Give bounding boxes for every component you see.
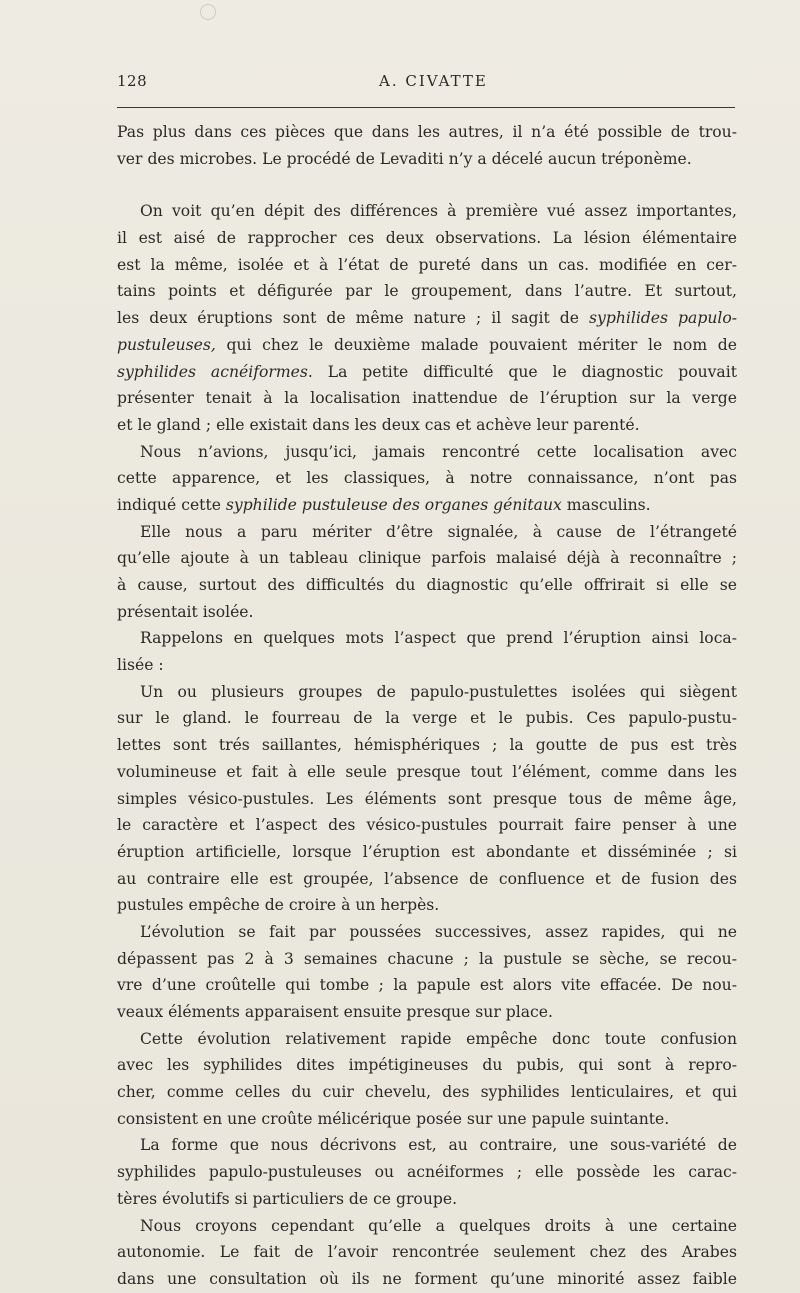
text-line: présenter tenait à la localisation inattendue de l’éruption sur la verge: [117, 389, 737, 408]
text-line: qu’elle ajoute à un tableau clinique parfois malaisé déjà à reconnaître ;: [117, 549, 737, 568]
text-line: il est aisé de rapprocher ces deux observations. La lésion élémentaire: [117, 229, 737, 248]
text-line: cher, comme celles du cuir chevelu, des syphilides lenticulaires, et qui: [117, 1083, 737, 1102]
text-span: indiqué cette: [117, 495, 226, 514]
text-line: Nous croyons cependant qu’elle a quelques droits à une certaine: [140, 1216, 737, 1235]
text-line: L’évolution se fait par poussées successives, assez rapides, qui ne: [140, 922, 737, 941]
text-line: [117, 359, 737, 386]
text-line: et le gland ; elle existait dans les deux cas et achève leur parenté.: [117, 415, 640, 434]
running-head: A. CIVATTE: [379, 72, 488, 90]
text-line: consistent en une croûte mélicérique posée sur une papule suintante.: [117, 1109, 670, 1128]
paragraph: [117, 1132, 737, 1212]
text-line: vre d’une croûtelle qui tombe ; la papule est alors vite effacée. De nou-: [117, 976, 737, 995]
italic-term: syphilide pustuleuse des organes génitaux: [225, 495, 562, 514]
text-line: éruption artificielle, lorsque l’éruption est abondante et disséminée ; si: [117, 842, 737, 861]
text-line: On voit qu’en dépit des différences à première vué assez importantes,: [140, 202, 737, 221]
text-line: [117, 332, 737, 359]
text-line: à cause, surtout des difficultés du diagnostic qu’elle offrirait si elle se: [117, 576, 737, 594]
text-line: avec les syphilides dites impétigineuses du pubis, qui sont à repro-: [117, 1056, 737, 1075]
paragraph: [117, 625, 737, 678]
text-line: tains points et défigurée par le groupement, dans l’autre. Et surtout,: [117, 282, 737, 301]
text-line: [117, 492, 737, 519]
text-line: Pas plus dans ces pièces que dans les autres, il n’a été possible de trou-: [117, 123, 737, 141]
text-line: au contraire elle est groupée, l’absence de confluence et de fusion des: [117, 869, 737, 888]
text-line: pustules empêche de croire à un herpès.: [117, 896, 440, 915]
paragraph: [117, 519, 737, 626]
page-number: 128: [117, 72, 148, 90]
text-line: syphilides papulo-pustuleuses ou acnéiformes ; elle possède les carac-: [117, 1163, 737, 1182]
paragraph-gap: [117, 172, 737, 198]
text-line: La forme que nous décrivons est, au contraire, une sous-variété de: [140, 1136, 737, 1155]
text-line: Rappelons en quelques mots l’aspect que prend l’éruption ainsi loca-: [140, 629, 737, 648]
text-line: simples vésico-pustules. Les éléments sont presque tous de même âge,: [117, 789, 737, 808]
body-text: [117, 119, 737, 1293]
paragraph: [117, 919, 737, 1026]
page-header: [117, 72, 735, 102]
text-span: qui chez le deuxième malade pouvaient mériter le nom de: [215, 335, 737, 354]
paragraph: [117, 1026, 737, 1133]
text-line: cette apparence, et les classiques, à notre connaissance, n’ont pas: [117, 469, 737, 488]
text-line: sur le gland. le fourreau de la verge et le pubis. Ces papulo-pustu-: [117, 709, 737, 728]
italic-term: pustuleuses,: [117, 335, 216, 354]
text-line: dans une consultation où ils ne forment qu’une minorité assez faible: [117, 1269, 737, 1288]
text-line: Cette évolution relativement rapide empêche donc toute confusion: [140, 1029, 737, 1048]
text-line: Elle nous a paru mériter d’être signalée, à cause de l’étrangeté: [140, 522, 737, 541]
text-line: est la même, isolée et à l’état de pureté dans un cas. modifiée en cer-: [117, 255, 737, 274]
italic-term: syphilides acnéiformes: [117, 362, 308, 381]
text-line: Un ou plusieurs groupes de papulo-pustulettes isolées qui siègent: [140, 682, 737, 701]
text-line: lettes sont trés saillantes, hémisphériques ; la goutte de pus est très: [117, 736, 737, 755]
text-line: présentait isolée.: [117, 602, 254, 621]
text-line: [117, 305, 737, 332]
text-line: tères évolutifs si particuliers de ce groupe.: [117, 1189, 458, 1208]
text-span: . La petite difficulté que le diagnostic pouvait: [307, 362, 737, 381]
paragraph: [117, 198, 737, 438]
header-rule: [117, 107, 735, 108]
paragraph: [117, 119, 737, 172]
text-span: les deux éruptions sont de même nature ; il sagit de: [117, 309, 590, 328]
text-line: veaux éléments apparaisent ensuite presque sur place.: [117, 1003, 553, 1021]
text-line: Nous n’avions, jusqu’ici, jamais rencontré cette localisation avec: [140, 442, 737, 461]
text-line: dépassent pas 2 à 3 semaines chacune ; la pustule se sèche, se recou-: [117, 949, 737, 968]
text-line: autonomie. Le fait de l’avoir rencontrée seulement chez des Arabes: [117, 1243, 737, 1262]
text-span: masculins.: [561, 495, 651, 514]
text-line: ver des microbes. Le procédé de Levaditi n’y a décelé aucun tréponème.: [117, 149, 692, 168]
italic-term: syphilides papulo-: [589, 309, 738, 328]
paragraph: [117, 1213, 737, 1293]
paragraph: [117, 679, 737, 919]
page-blemish: [200, 4, 216, 20]
text-line: le caractère et l’aspect des vésico-pustules pourrait faire penser à une: [117, 816, 737, 835]
paragraph: [117, 439, 737, 519]
text-line: volumineuse et fait à elle seule presque tout l’élément, comme dans les: [117, 762, 737, 781]
text-line: lisée :: [117, 656, 164, 675]
